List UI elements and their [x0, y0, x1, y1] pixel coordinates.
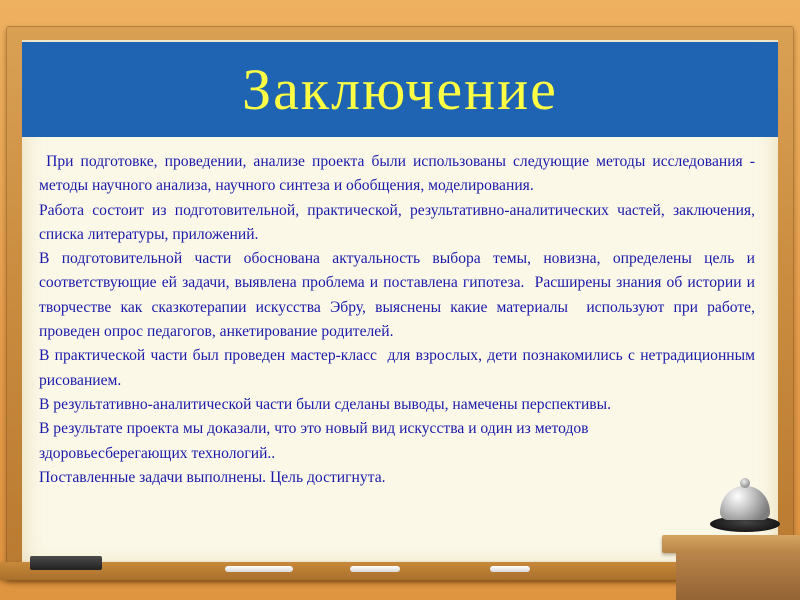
chalk-stick-icon	[490, 566, 530, 572]
paragraph-preparatory: В подготовительной части обоснована актуальность выбора темы, новизна, определены цель и соответствующие ей задачи, выявлена проблема и поставлена гипотеза. Расширены знания об истории и творчестве как сказкотерапии искусства Эбру, выяснены какие материалы используют при работе, проведен опрос педагогов, анкетирование родителей.	[39, 250, 755, 341]
paragraph-result: В результате проекта мы доказали, что это новый вид искусства и один из методов здоровьесберегающих технологий..	[39, 420, 589, 462]
desk-front	[676, 553, 800, 600]
slide-title: Заключение	[242, 56, 558, 122]
paragraph-structure: Работа состоит из подготовительной, практической, результативно-аналитических частей, заключения, списка литературы, приложений.	[39, 201, 755, 243]
chalk-stick-icon	[350, 566, 400, 572]
slide-body	[39, 150, 755, 490]
desk-top	[662, 535, 800, 553]
paragraph-methods: При подготовке, проведении, анализе проекта были использованы следующие методы исследования - методы научного анализа, научного синтеза и обобщения, моделирования.	[39, 153, 755, 195]
title-bar	[22, 42, 778, 137]
chalkboard-eraser-icon	[30, 556, 102, 570]
service-bell-knob	[740, 478, 750, 488]
paragraph-conclusion: Поставленные задачи выполнены. Цель достигнута.	[39, 468, 386, 486]
chalk-stick-icon	[225, 566, 293, 572]
paragraph-analytical: В результативно-аналитической части были сделаны выводы, намечены перспективы.	[39, 395, 612, 413]
paragraph-practical: В практической части был проведен мастер-класс для взрослых, дети познакомились с нетрадиционным рисованием.	[39, 347, 755, 389]
